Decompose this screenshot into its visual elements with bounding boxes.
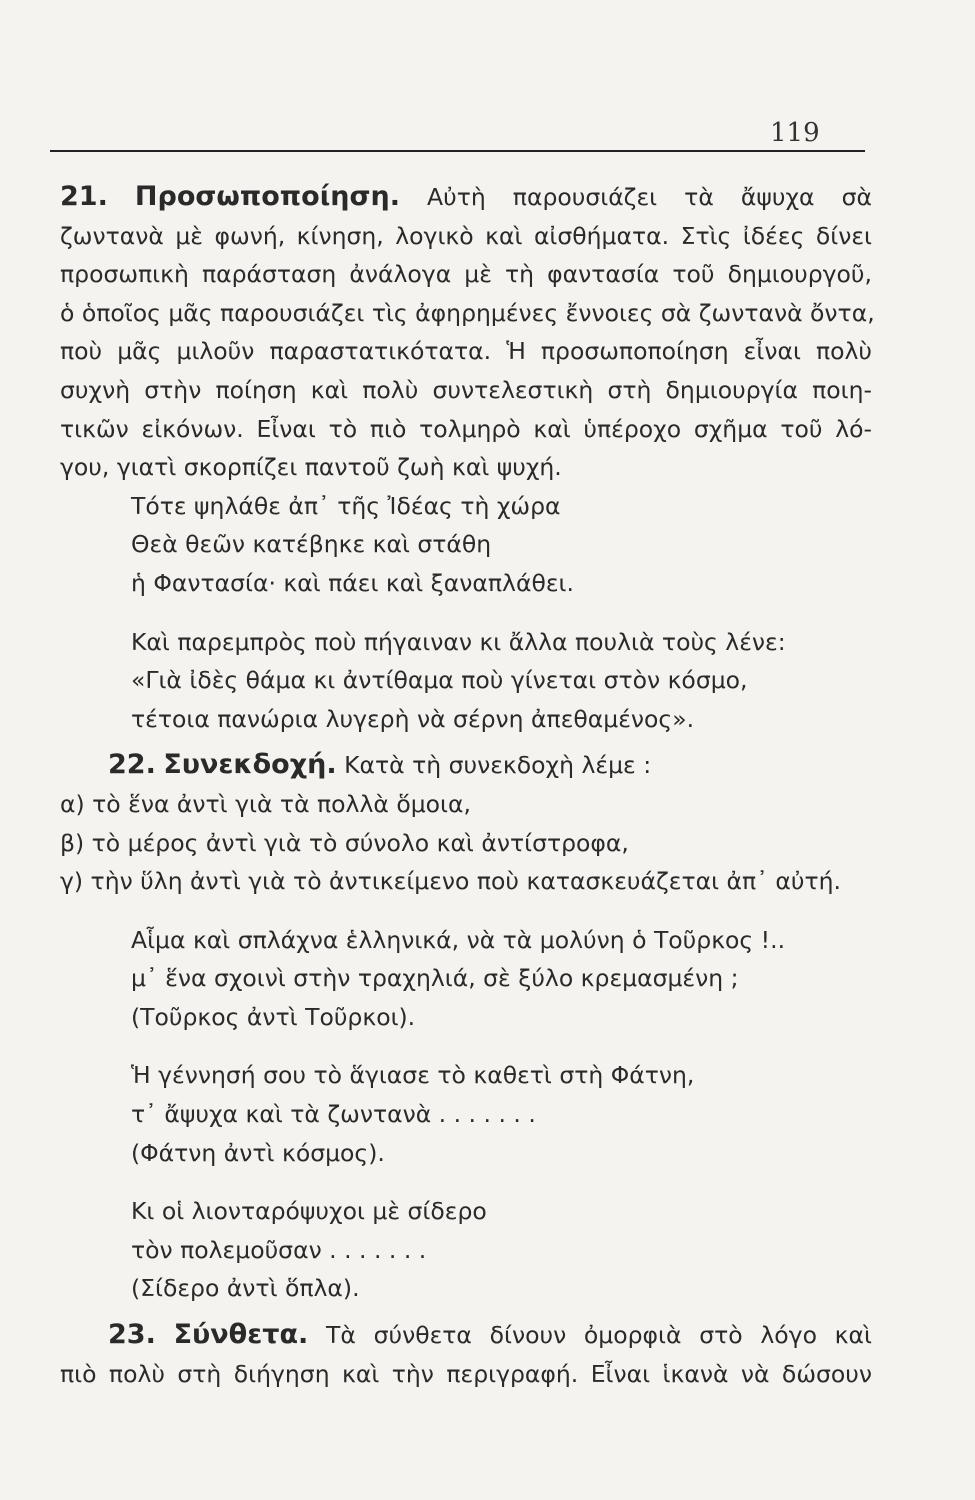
section-23	[60, 1316, 872, 1393]
example-line: τὸν πολεμοῦσαν . . . . . . .	[131, 1235, 427, 1264]
section-21-line-6: συχνὴ στὴν ποίηση καὶ πολὺ συντελεστικὴ στὴ δημιουργία ποιη-	[60, 375, 872, 404]
header-rule	[50, 150, 865, 152]
section-21-line-5: ποὺ μᾶς μιλοῦν παραστατικότατα. Ἡ προσωποποίηση εἶναι πολὺ	[60, 337, 872, 366]
section-21-line-8: γου, γιατὶ σκορπίζει παντοῦ ζωὴ καὶ ψυχή.	[60, 453, 562, 482]
section-21-first-line	[60, 178, 872, 217]
example-3	[60, 1192, 872, 1308]
section-23-line-2: πιὸ πολὺ στὴ διήγηση καὶ τὴν περιγραφή. Εἶναι ἱκανὰ νὰ δώσουν	[60, 1359, 872, 1388]
example-1	[60, 921, 872, 1037]
poem-line: Καὶ παρεμπρὸς ποὺ πήγαιναν κι ἄλλα πουλιὰ τοὺς λένε:	[131, 627, 786, 656]
section-23-first-line	[60, 1316, 872, 1355]
poem-line: Τότε ψηλάθε ἀπ᾽ τῆς Ἰδέας τὴ χώρα	[131, 491, 561, 520]
example-line: Κι οἱ λιονταρόψυχοι μὲ σίδερο	[131, 1197, 487, 1226]
poem-excerpt-2	[60, 623, 872, 739]
list-item: α) τὸ ἕνα ἀντὶ γιὰ τὰ πολλὰ ὅμοια,	[60, 789, 471, 818]
poem-line: τέτοια πανώρια λυγερὴ νὰ σέρνη ἀπεθαμένος».	[131, 704, 695, 733]
section-21-number: 21.	[60, 181, 108, 212]
section-23-title: Σύνθετα.	[173, 1319, 309, 1351]
section-22	[60, 746, 872, 1308]
section-21-line-4: ὁ ὁποῖος μᾶς παρουσιάζει τὶς ἀφηρημένες ἔννοιες σὰ ζωντανὰ ὄντα,	[60, 298, 875, 327]
section-22-intro: Κατὰ τὴ συνεκδοχὴ λέμε :	[344, 751, 652, 780]
example-line: Αἷμα καὶ σπλάχνα ἑλληνικά, νὰ τὰ μολύνη ὁ Τοῦρκος !..	[131, 925, 786, 954]
section-21-line-3: προσωπικὴ παράσταση ἀνάλογα μὲ τὴ φαντασία τοῦ δημιουργοῦ,	[60, 260, 872, 289]
section-21-title: Προσωποποίηση.	[134, 181, 400, 212]
list-item: β) τὸ μέρος ἀντὶ γιὰ τὸ σύνολο καὶ ἀντίστροφα,	[60, 828, 629, 857]
section-23-line-1: Τὰ σύνθετα δίνουν ὀμορφιὰ στὸ λόγο καὶ	[326, 1321, 872, 1350]
list-item: γ) τὴν ὕλη ἀντὶ γιὰ τὸ ἀντικείμενο ποὺ κατασκευάζεται ἀπ᾽ αὐτή.	[60, 867, 842, 896]
example-line: μ᾽ ἕνα σχοινὶ στὴν τραχηλιά, σὲ ξύλο κρεμασμένη ;	[131, 964, 739, 993]
page-number: 119	[770, 118, 820, 148]
page-body	[60, 178, 875, 1393]
poem-line: ἡ Φαντασία· καὶ πάει καὶ ξαναπλάθει.	[131, 568, 574, 597]
section-22-number: 22.	[108, 749, 156, 781]
section-21-line-7: τικῶν εἰκόνων. Εἶναι τὸ πιὸ τολμηρὸ καὶ ὑπέροχο σχῆμα τοῦ λό-	[60, 414, 872, 443]
poem-line: «Γιὰ ἰδὲς θάμα κι ἀντίθαμα ποὺ γίνεται στὸν κόσμο,	[131, 666, 748, 695]
example-line: (Σίδερο ἀντὶ ὅπλα).	[131, 1274, 360, 1303]
section-21-line-1: Αὐτὴ παρουσιάζει τὰ ἄψυχα σὰ	[427, 183, 872, 211]
poem-excerpt-1	[60, 487, 872, 603]
example-line: (Φάτνη ἀντὶ κόσμος).	[131, 1138, 385, 1167]
section-23-number: 23.	[108, 1319, 156, 1351]
section-21-line-2: ζωντανὰ μὲ φωνή, κίνηση, λογικὸ καὶ αἰσθήματα. Στὶς ἰδέες δίνει	[60, 221, 872, 250]
section-22-first-line	[60, 746, 872, 785]
example-line: Ἡ γέννησή σου τὸ ἅγιασε τὸ καθετὶ στὴ Φάτνη,	[131, 1061, 695, 1090]
section-21	[60, 178, 875, 738]
example-line: (Τοῦρκος ἀντὶ Τοῦρκοι).	[131, 1002, 416, 1031]
section-22-title: Συνεκδοχή.	[163, 749, 337, 781]
example-2	[60, 1056, 872, 1172]
example-line: τ᾽ ἄψυχα καὶ τὰ ζωντανὰ . . . . . . .	[131, 1100, 536, 1129]
poem-line: Θεὰ θεῶν κατέβηκε καὶ στάθη	[131, 530, 492, 559]
